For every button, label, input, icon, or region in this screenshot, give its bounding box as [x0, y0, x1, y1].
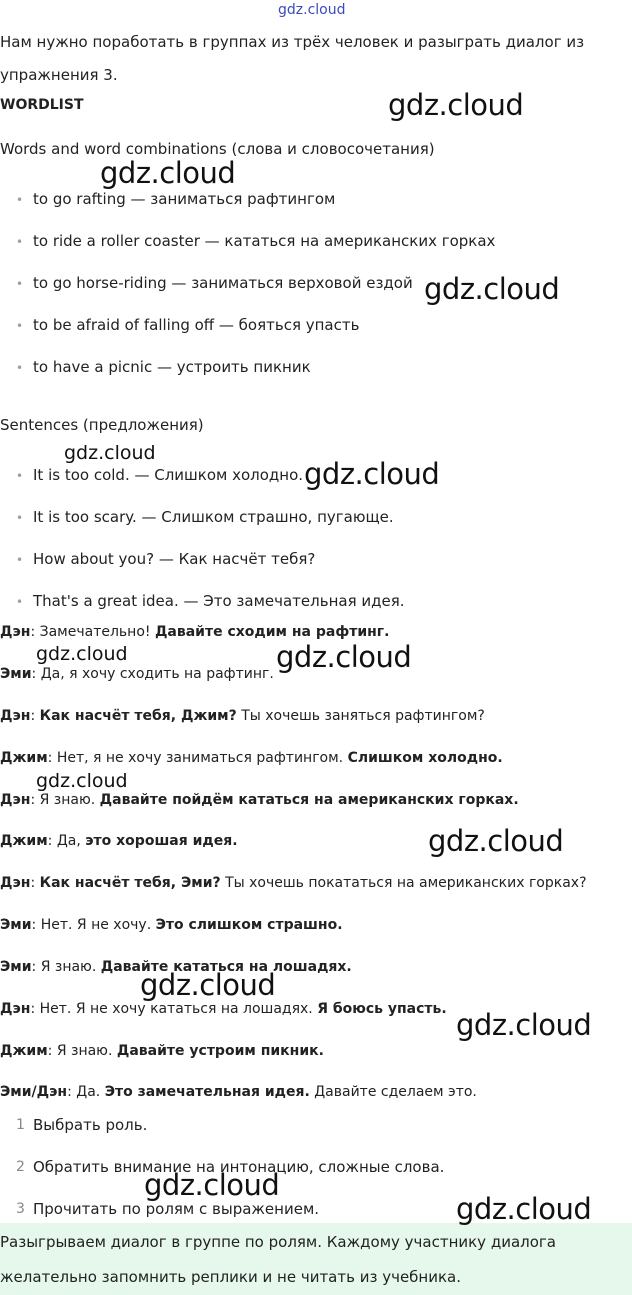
list-item: to ride a roller coaster — кататься на американских горках: [33, 232, 496, 250]
speaker: Эми: [0, 959, 32, 975]
footer-line-2: желательно запомнить реплики и не читать из учебника.: [0, 1268, 462, 1286]
watermark-top: gdz.cloud: [278, 2, 346, 18]
speaker: Дэн: [0, 708, 31, 724]
watermark: gdz.cloud: [388, 88, 524, 122]
dialogue-line: Дэн: Я знаю. Давайте пойдём кататься на американских горках.: [0, 792, 519, 808]
list-item: It is too scary. — Слишком страшно, пугающе.: [33, 508, 394, 526]
intro-line-2: упражнения 3.: [0, 66, 118, 84]
list-item: It is too cold. — Слишком холодно.: [33, 466, 304, 484]
dialogue-line: Дэн: Как насчёт тебя, Джим? Ты хочешь заняться рафтингом?: [0, 708, 485, 724]
dialogue-line: Джим: Нет, я не хочу заниматься рафтингом. Слишком холодно.: [0, 750, 503, 766]
watermark: gdz.cloud: [456, 1008, 592, 1042]
bullet: •: [16, 277, 24, 291]
speaker: Дэн: [0, 792, 31, 808]
watermark: gdz.cloud: [36, 770, 128, 792]
list-item: That's a great idea. — Это замечательная идея.: [33, 592, 405, 610]
dialogue-line: Эми: Нет. Я не хочу. Это слишком страшно.: [0, 917, 343, 933]
intro-line-1: Нам нужно поработать в группах из трёх человек и разыграть диалог из: [0, 33, 585, 51]
bullet: •: [16, 553, 24, 567]
list-item: to go horse-riding — заниматься верховой ездой: [33, 274, 413, 292]
watermark: gdz.cloud: [140, 968, 276, 1002]
step-number: 3: [16, 1201, 25, 1217]
footer-note: [0, 1223, 632, 1295]
list-item: How about you? — Как насчёт тебя?: [33, 550, 316, 568]
dialogue-line: Джим: Я знаю. Давайте устроим пикник.: [0, 1043, 324, 1059]
speaker: Эми/Дэн: [0, 1084, 68, 1100]
speaker: Эми: [0, 666, 32, 682]
speaker: Дэн: [0, 1001, 31, 1017]
step-number: 2: [16, 1159, 25, 1175]
step-text: Обратить внимание на интонацию, сложные слова.: [33, 1158, 445, 1176]
dialogue-line: Эми: Я знаю. Давайте кататься на лошадях.: [0, 959, 352, 975]
dialogue-line: Эми: Да, я хочу сходить на рафтинг.: [0, 666, 274, 682]
watermark: gdz.cloud: [144, 1168, 280, 1202]
bullet: •: [16, 235, 24, 249]
list-item: to be afraid of falling off — бояться упасть: [33, 316, 360, 334]
bullet: •: [16, 319, 24, 333]
bullet: •: [16, 361, 24, 375]
watermark: gdz.cloud: [428, 824, 564, 858]
watermark: gdz.cloud: [100, 156, 236, 190]
bullet: •: [16, 469, 24, 483]
speaker: Дэн: [0, 624, 31, 640]
bullet: •: [16, 595, 24, 609]
watermark: gdz.cloud: [276, 640, 412, 674]
footer-line-1: Разыгрываем диалог в группе по ролям. Каждому участнику диалога: [0, 1233, 556, 1251]
watermark: gdz.cloud: [424, 272, 560, 306]
speaker: Дэн: [0, 875, 31, 891]
dialogue-line: Дэн: Замечательно! Давайте сходим на рафтинг.: [0, 624, 390, 640]
step-number: 1: [16, 1117, 25, 1133]
dialogue-line: Дэн: Нет. Я не хочу кататься на лошадях. Я боюсь упасть.: [0, 1001, 447, 1017]
step-text: Прочитать по ролям с выражением.: [33, 1200, 320, 1218]
words-heading: Words and word combinations (слова и словосочетания): [0, 140, 435, 158]
dialogue-line: Джим: Да, это хорошая идея.: [0, 833, 238, 849]
speaker: Джим: [0, 750, 48, 766]
speaker: Джим: [0, 833, 48, 849]
watermark: gdz.cloud: [304, 457, 440, 491]
list-item: to have a picnic — устроить пикник: [33, 358, 311, 376]
wordlist-heading: WORDLIST: [0, 97, 84, 113]
sentences-heading: Sentences (предложения): [0, 416, 204, 434]
watermark: gdz.cloud: [64, 442, 156, 464]
speaker: Джим: [0, 1043, 48, 1059]
speaker: Эми: [0, 917, 32, 933]
list-item: to go rafting — заниматься рафтингом: [33, 190, 336, 208]
bullet: •: [16, 511, 24, 525]
dialogue-line: Эми/Дэн: Да. Это замечательная идея. Давайте сделаем это.: [0, 1084, 477, 1100]
step-text: Выбрать роль.: [33, 1116, 148, 1134]
bullet: •: [16, 193, 24, 207]
watermark: gdz.cloud: [456, 1192, 592, 1226]
watermark: gdz.cloud: [36, 643, 128, 665]
dialogue-line: Дэн: Как насчёт тебя, Эми? Ты хочешь покататься на американских горках?: [0, 875, 587, 891]
